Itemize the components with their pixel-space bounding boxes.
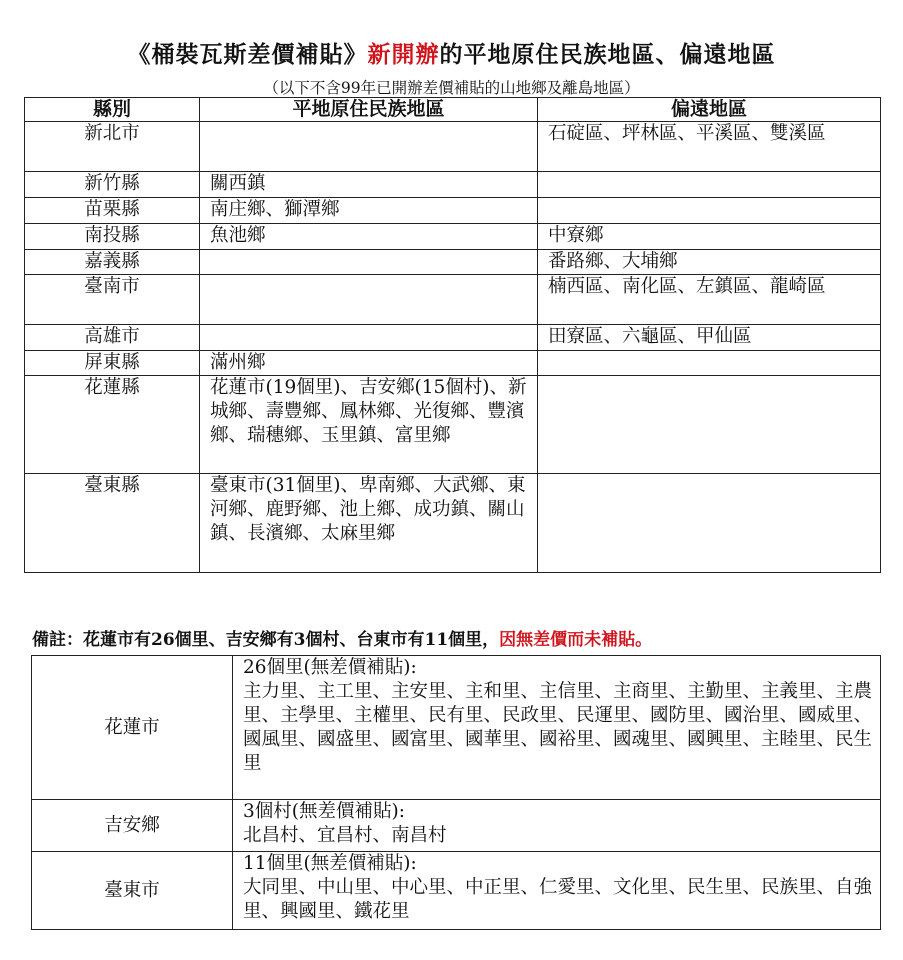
table-row	[25, 376, 881, 474]
plain-area-cell: 關西鎮	[200, 172, 538, 198]
table-row	[25, 172, 881, 198]
remote-area-cell	[538, 172, 881, 198]
village-list-heading: 3個村(無差價補貼):	[243, 801, 405, 822]
table-row	[25, 325, 881, 351]
remote-area-cell	[538, 351, 881, 376]
header-remote: 偏遠地區	[538, 98, 881, 122]
title-part-3: 的平地原住民族地區、偏遠地區	[439, 41, 776, 68]
village-list: 北昌村、宜昌村、南昌村	[243, 825, 447, 846]
area-table-header-row	[25, 98, 881, 122]
plain-area-cell: 魚池鄉	[200, 224, 538, 250]
remote-area-cell: 石碇區、坪林區、平溪區、雙溪區	[538, 122, 881, 172]
unsubsidized-table	[31, 655, 881, 930]
table-row	[32, 656, 881, 800]
plain-area-cell	[200, 122, 538, 172]
county-cell: 花蓮縣	[25, 376, 200, 474]
place-cell: 花蓮市	[32, 656, 233, 800]
place-cell: 吉安鄉	[32, 800, 233, 852]
remark-text: 備註：花蓮市有26個里、吉安鄉有3個村、台東市有11個里，	[32, 630, 500, 650]
village-list-cell	[233, 852, 881, 930]
county-cell: 臺東縣	[25, 474, 200, 573]
table-row	[25, 275, 881, 325]
table-row	[25, 224, 881, 250]
table-row	[32, 800, 881, 852]
table-row	[25, 474, 881, 573]
remark-note	[32, 625, 652, 650]
plain-area-cell: 滿州鄉	[200, 351, 538, 376]
title-highlight: 新開辦	[367, 41, 440, 68]
remote-area-cell: 田寮區、六龜區、甲仙區	[538, 325, 881, 351]
plain-area-cell: 南庄鄉、獅潭鄉	[200, 198, 538, 224]
document-subtitle: （以下不含99年已開辦差價補貼的山地鄉及離島地區）	[263, 79, 640, 97]
remote-area-cell	[538, 198, 881, 224]
village-list-cell	[233, 800, 881, 852]
county-cell: 新北市	[25, 122, 200, 172]
county-cell: 新竹縣	[25, 172, 200, 198]
village-list-heading: 26個里(無差價補貼):	[243, 657, 417, 678]
table-row	[25, 250, 881, 275]
plain-area-cell	[200, 325, 538, 351]
remote-area-cell: 番路鄉、大埔鄉	[538, 250, 881, 275]
village-list-heading: 11個里(無差價補貼):	[243, 853, 417, 874]
plain-area-cell	[200, 275, 538, 325]
header-plain-indigenous: 平地原住民族地區	[200, 98, 538, 122]
village-list-cell	[233, 656, 881, 800]
title-part-1: 《桶裝瓦斯差價補貼》	[127, 41, 368, 68]
remark-highlight: 因無差價而未補貼。	[499, 630, 653, 650]
plain-area-cell: 臺東市(31個里)、卑南鄉、大武鄉、東河鄉、鹿野鄉、池上鄉、成功鎮、關山鎮、長濱鄉、太麻里鄉	[200, 474, 538, 573]
remote-area-cell: 楠西區、南化區、左鎮區、龍崎區	[538, 275, 881, 325]
village-list: 大同里、中山里、中心里、中正里、仁愛里、文化里、民生里、民族里、自強里、興國里、鐵花里	[243, 877, 873, 922]
county-cell: 臺南市	[25, 275, 200, 325]
table-row	[25, 198, 881, 224]
table-row	[25, 122, 881, 172]
area-table	[24, 97, 881, 573]
remote-area-cell: 中寮鄉	[538, 224, 881, 250]
document-title	[0, 36, 903, 69]
plain-area-cell: 花蓮市(19個里)、吉安鄉(15個村)、新城鄉、壽豐鄉、鳳林鄉、光復鄉、豐濱鄉、瑞穗鄉、玉里鎮、富里鄉	[200, 376, 538, 474]
plain-area-cell	[200, 250, 538, 275]
county-cell: 苗栗縣	[25, 198, 200, 224]
remote-area-cell	[538, 474, 881, 573]
remote-area-cell	[538, 376, 881, 474]
header-county: 縣別	[25, 98, 200, 122]
county-cell: 高雄市	[25, 325, 200, 351]
table-row	[32, 852, 881, 930]
county-cell: 南投縣	[25, 224, 200, 250]
table-row	[25, 351, 881, 376]
county-cell: 嘉義縣	[25, 250, 200, 275]
village-list: 主力里、主工里、主安里、主和里、主信里、主商里、主勤里、主義里、主農里、主學里、主權里、民有里、民政里、民運里、國防里、國治里、國威里、國風里、國盛里、國富里、國華里、國裕里、國魂里、國興里、主睦里、民生里	[243, 681, 873, 774]
place-cell: 臺東市	[32, 852, 233, 930]
county-cell: 屏東縣	[25, 351, 200, 376]
